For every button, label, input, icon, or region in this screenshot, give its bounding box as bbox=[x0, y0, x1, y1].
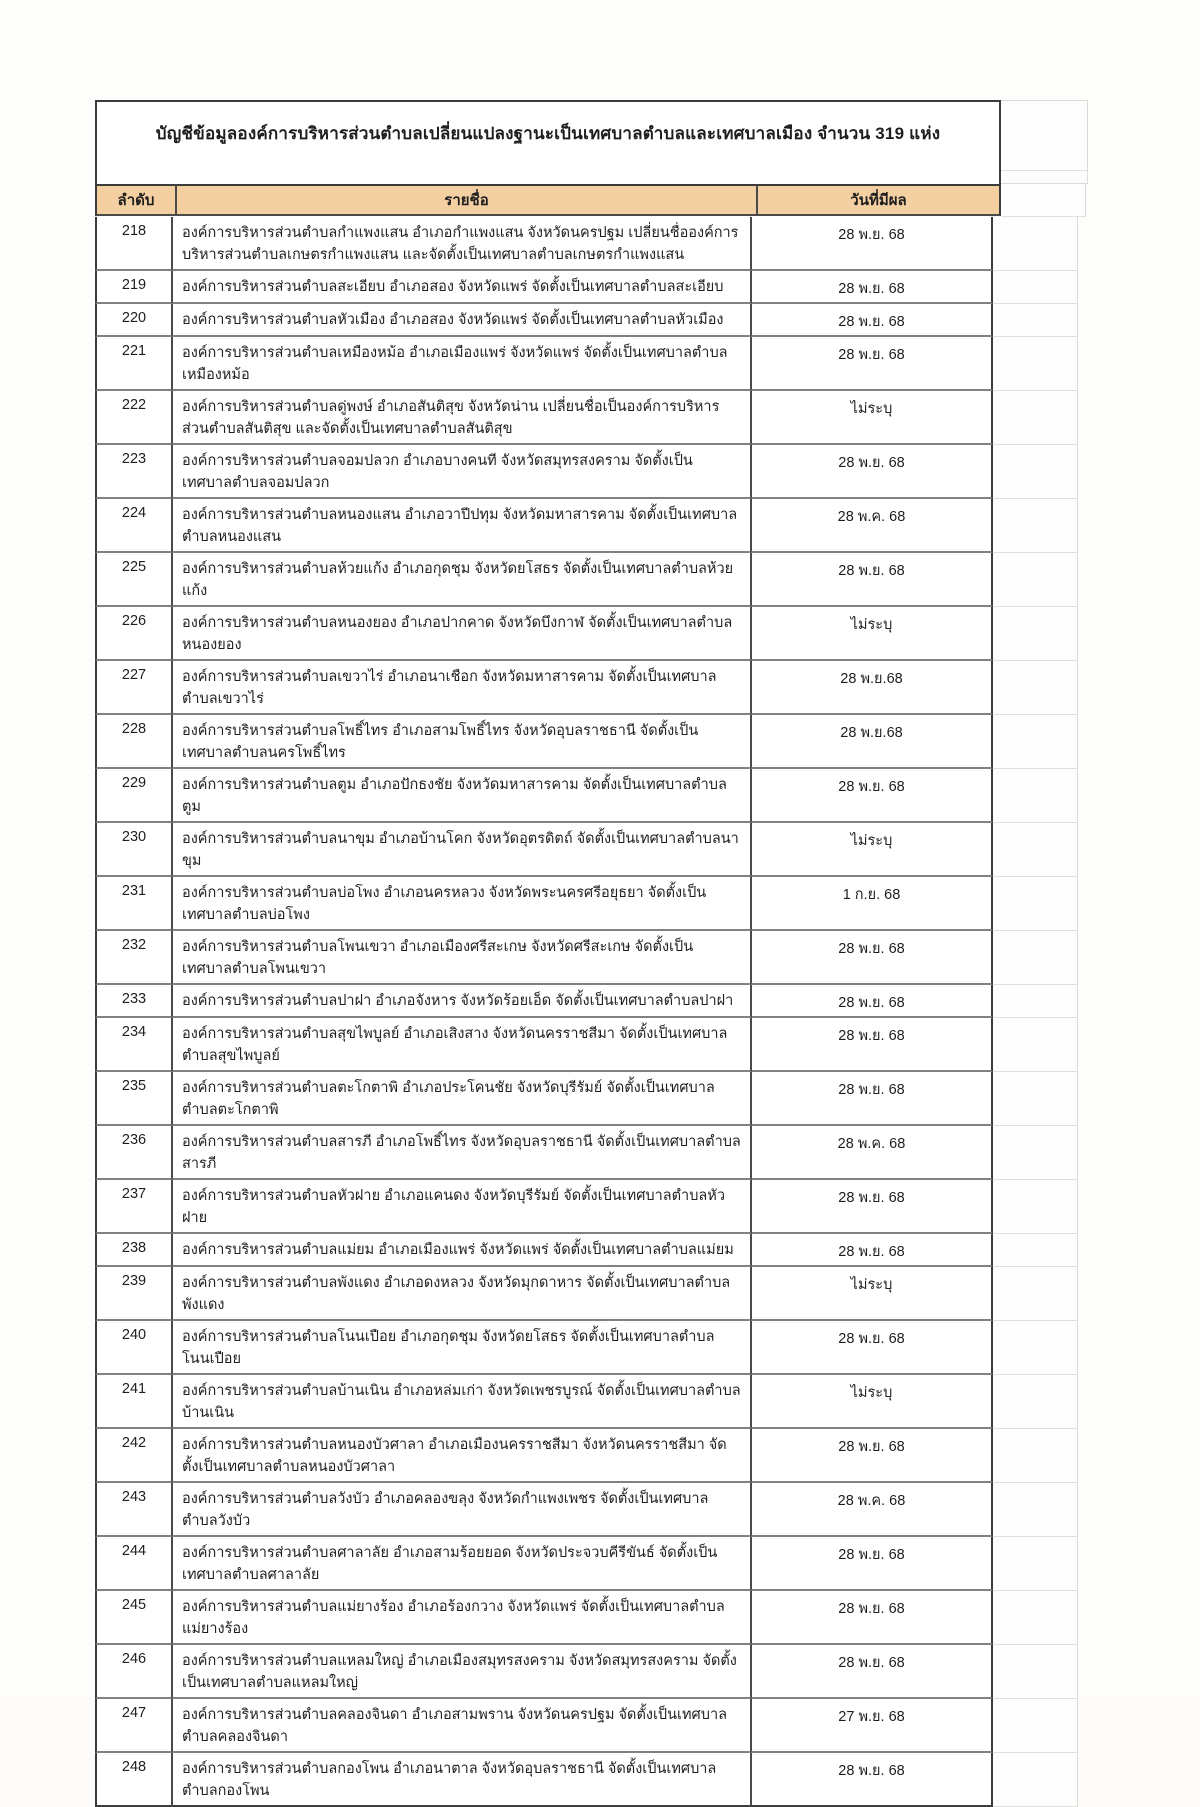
row-name-cell: องค์การบริหารส่วนตำบลบ่อโพง อำเภอนครหลวง จังหวัดพระนครศรีอยุธยา จัดตั้งเป็นเทศบาลตำบลบ่อโพง bbox=[173, 877, 752, 931]
margin-ghost-cell bbox=[993, 769, 1078, 823]
row-number-cell: 230 bbox=[95, 823, 173, 877]
margin-ghost-cell bbox=[993, 1645, 1078, 1699]
table-row bbox=[95, 1321, 1095, 1375]
row-number-cell: 225 bbox=[95, 553, 173, 607]
row-name-cell: องค์การบริหารส่วนตำบลพังแดง อำเภอดงหลวง จังหวัดมุกดาหาร จัดตั้งเป็นเทศบาลตำบลพังแดง bbox=[173, 1267, 752, 1321]
column-header-date: วันที่มีผล bbox=[758, 184, 1001, 216]
row-number-cell: 244 bbox=[95, 1537, 173, 1591]
row-date-cell: 28 พ.ย. 68 bbox=[752, 337, 993, 391]
table-row bbox=[95, 1645, 1095, 1699]
row-number-cell: 243 bbox=[95, 1483, 173, 1537]
margin-ghost-cell bbox=[993, 985, 1078, 1018]
table-row bbox=[95, 1699, 1095, 1753]
margin-ghost-cell bbox=[993, 715, 1078, 769]
margin-ghost-cell bbox=[993, 304, 1078, 337]
row-date-cell: 28 พ.ค. 68 bbox=[752, 1126, 993, 1180]
row-name-cell: องค์การบริหารส่วนตำบลสะเอียบ อำเภอสอง จังหวัดแพร่ จัดตั้งเป็นเทศบาลตำบลสะเอียบ bbox=[173, 271, 752, 304]
row-date-cell: 28 พ.ย. 68 bbox=[752, 553, 993, 607]
table-row bbox=[95, 1018, 1095, 1072]
row-name-cell: องค์การบริหารส่วนตำบลดู่พงษ์ อำเภอสันติสุข จังหวัดน่าน เปลี่ยนชื่อเป็นองค์การบริหารส่วนตำบลสันติสุข และจัดตั้งเป็นเทศบาลตำบลสันติสุข bbox=[173, 391, 752, 445]
column-header-no: ลำดับ bbox=[95, 184, 177, 216]
row-number-cell: 221 bbox=[95, 337, 173, 391]
margin-ghost-cell bbox=[993, 1483, 1078, 1537]
table-row bbox=[95, 271, 1095, 304]
margin-ghost-cell bbox=[993, 931, 1078, 985]
row-number-cell: 239 bbox=[95, 1267, 173, 1321]
row-name-cell: องค์การบริหารส่วนตำบลหัวเมือง อำเภอสอง จังหวัดแพร่ จัดตั้งเป็นเทศบาลตำบลหัวเมือง bbox=[173, 304, 752, 337]
row-date-cell: ไม่ระบุ bbox=[752, 391, 993, 445]
table-row bbox=[95, 823, 1095, 877]
row-date-cell: 1 ก.ย. 68 bbox=[752, 877, 993, 931]
row-date-cell: 28 พ.ค. 68 bbox=[752, 1483, 993, 1537]
row-name-cell: องค์การบริหารส่วนตำบลหัวฝาย อำเภอแคนดง จังหวัดบุรีรัมย์ จัดตั้งเป็นเทศบาลตำบลหัวฝาย bbox=[173, 1180, 752, 1234]
row-name-cell: องค์การบริหารส่วนตำบลคลองจินดา อำเภอสามพราน จังหวัดนครปฐม จัดตั้งเป็นเทศบาลตำบลคลองจินดา bbox=[173, 1699, 752, 1753]
row-name-cell: องค์การบริหารส่วนตำบลตูม อำเภอปักธงชัย จังหวัดมหาสารคาม จัดตั้งเป็นเทศบาลตำบลตูม bbox=[173, 769, 752, 823]
row-number-cell: 223 bbox=[95, 445, 173, 499]
margin-ghost-cell bbox=[993, 445, 1078, 499]
row-date-cell: 28 พ.ย. 68 bbox=[752, 271, 993, 304]
row-number-cell: 220 bbox=[95, 304, 173, 337]
row-date-cell: 28 พ.ย. 68 bbox=[752, 217, 993, 271]
row-name-cell: องค์การบริหารส่วนตำบลหนองบัวศาลา อำเภอเมืองนครราชสีมา จังหวัดนครราชสีมา จัดตั้งเป็นเทศบาลตำบลหนองบัวศาลา bbox=[173, 1429, 752, 1483]
margin-ghost-cell bbox=[993, 661, 1078, 715]
table-row bbox=[95, 931, 1095, 985]
margin-ghost-cell bbox=[993, 337, 1078, 391]
row-number-cell: 246 bbox=[95, 1645, 173, 1699]
row-name-cell: องค์การบริหารส่วนตำบลโพธิ์ไทร อำเภอสามโพธิ์ไทร จังหวัดอุบลราชธานี จัดตั้งเป็นเทศบาลตำบลนครโพธิ์ไทร bbox=[173, 715, 752, 769]
table-row bbox=[95, 607, 1095, 661]
table-row bbox=[95, 661, 1095, 715]
margin-ghost-cell bbox=[993, 1321, 1078, 1375]
margin-ghost-cell bbox=[993, 1429, 1078, 1483]
title-row bbox=[95, 100, 1095, 184]
margin-ghost-cell bbox=[993, 877, 1078, 931]
table-row bbox=[95, 1375, 1095, 1429]
row-date-cell: 28 พ.ย. 68 bbox=[752, 769, 993, 823]
row-name-cell: องค์การบริหารส่วนตำบลโนนเปือย อำเภอกุดชุม จังหวัดยโสธร จัดตั้งเป็นเทศบาลตำบลโนนเปือย bbox=[173, 1321, 752, 1375]
table-row bbox=[95, 877, 1095, 931]
table-header-row bbox=[95, 184, 1095, 217]
margin-ghost-cell bbox=[993, 823, 1078, 877]
row-date-cell: 28 พ.ย. 68 bbox=[752, 985, 993, 1018]
table-row bbox=[95, 1591, 1095, 1645]
row-name-cell: องค์การบริหารส่วนตำบลห้วยแก้ง อำเภอกุดชุม จังหวัดยโสธร จัดตั้งเป็นเทศบาลตำบลห้วยแก้ง bbox=[173, 553, 752, 607]
row-number-cell: 234 bbox=[95, 1018, 173, 1072]
upgrade-list-table bbox=[95, 100, 1095, 1807]
margin-ghost-cell bbox=[993, 1180, 1078, 1234]
row-name-cell: องค์การบริหารส่วนตำบลปาฝา อำเภอจังหาร จังหวัดร้อยเอ็ด จัดตั้งเป็นเทศบาลตำบลปาฝา bbox=[173, 985, 752, 1018]
row-date-cell: ไม่ระบุ bbox=[752, 823, 993, 877]
row-date-cell: 28 พ.ย. 68 bbox=[752, 1753, 993, 1807]
row-number-cell: 228 bbox=[95, 715, 173, 769]
row-name-cell: องค์การบริหารส่วนตำบลศาลาลัย อำเภอสามร้อยยอด จังหวัดประจวบคีรีขันธ์ จัดตั้งเป็นเทศบาลตำบลศาลาลัย bbox=[173, 1537, 752, 1591]
row-number-cell: 245 bbox=[95, 1591, 173, 1645]
row-name-cell: องค์การบริหารส่วนตำบลเขวาไร่ อำเภอนาเชือก จังหวัดมหาสารคาม จัดตั้งเป็นเทศบาลตำบลเขวาไร่ bbox=[173, 661, 752, 715]
table-row bbox=[95, 1429, 1095, 1483]
table-row bbox=[95, 1234, 1095, 1267]
row-date-cell: ไม่ระบุ bbox=[752, 1267, 993, 1321]
row-date-cell: 27 พ.ย. 68 bbox=[752, 1699, 993, 1753]
row-date-cell: 28 พ.ย. 68 bbox=[752, 445, 993, 499]
row-number-cell: 237 bbox=[95, 1180, 173, 1234]
row-number-cell: 247 bbox=[95, 1699, 173, 1753]
margin-ghost-cell bbox=[993, 1537, 1078, 1591]
row-date-cell: 28 พ.ย. 68 bbox=[752, 1234, 993, 1267]
row-name-cell: องค์การบริหารส่วนตำบลสารภี อำเภอโพธิ์ไทร จังหวัดอุบลราชธานี จัดตั้งเป็นเทศบาลตำบลสารภี bbox=[173, 1126, 752, 1180]
row-date-cell: 28 พ.ย. 68 bbox=[752, 1537, 993, 1591]
row-name-cell: องค์การบริหารส่วนตำบลโพนเขวา อำเภอเมืองศรีสะเกษ จังหวัดศรีสะเกษ จัดตั้งเป็นเทศบาลตำบลโพนเขวา bbox=[173, 931, 752, 985]
row-number-cell: 229 bbox=[95, 769, 173, 823]
page-title: บัญชีข้อมูลองค์การบริหารส่วนตำบลเปลี่ยนแปลงฐานะเป็นเทศบาลตำบลและเทศบาลเมือง จำนวน 319 แห่ง bbox=[95, 100, 1001, 184]
margin-ghost-cell bbox=[993, 217, 1078, 271]
margin-ghost-cell bbox=[993, 1699, 1078, 1753]
row-number-cell: 233 bbox=[95, 985, 173, 1018]
row-date-cell: 28 พ.ย. 68 bbox=[752, 304, 993, 337]
margin-ghost-cell bbox=[993, 1234, 1078, 1267]
margin-ghost-cell bbox=[993, 1126, 1078, 1180]
margin-ghost-cell bbox=[993, 1267, 1078, 1321]
table-row bbox=[95, 217, 1095, 271]
row-date-cell: 28 พ.ย. 68 bbox=[752, 1180, 993, 1234]
table-row bbox=[95, 337, 1095, 391]
row-number-cell: 227 bbox=[95, 661, 173, 715]
row-number-cell: 226 bbox=[95, 607, 173, 661]
row-name-cell: องค์การบริหารส่วนตำบลตะโกตาพิ อำเภอประโคนชัย จังหวัดบุรีรัมย์ จัดตั้งเป็นเทศบาลตำบลตะโกตาพิ bbox=[173, 1072, 752, 1126]
row-number-cell: 232 bbox=[95, 931, 173, 985]
row-name-cell: องค์การบริหารส่วนตำบลแหลมใหญ่ อำเภอเมืองสมุทรสงคราม จังหวัดสมุทรสงคราม จัดตั้งเป็นเทศบาลตำบลแหลมใหญ่ bbox=[173, 1645, 752, 1699]
row-name-cell: องค์การบริหารส่วนตำบลกองโพน อำเภอนาตาล จังหวัดอุบลราชธานี จัดตั้งเป็นเทศบาลตำบลกองโพน bbox=[173, 1753, 752, 1807]
table-row bbox=[95, 1267, 1095, 1321]
margin-ghost-cell bbox=[993, 1072, 1078, 1126]
table-row bbox=[95, 1483, 1095, 1537]
margin-ghost-cell bbox=[993, 391, 1078, 445]
row-date-cell: 28 พ.ย. 68 bbox=[752, 1072, 993, 1126]
margin-ghost-cell bbox=[993, 1375, 1078, 1429]
margin-ghost-cell bbox=[993, 607, 1078, 661]
row-date-cell: 28 พ.ย. 68 bbox=[752, 1591, 993, 1645]
table-body bbox=[95, 217, 1095, 1807]
row-date-cell: 28 พ.ย. 68 bbox=[752, 1429, 993, 1483]
table-row bbox=[95, 1126, 1095, 1180]
table-row bbox=[95, 769, 1095, 823]
row-name-cell: องค์การบริหารส่วนตำบลแม่ยางร้อง อำเภอร้องกวาง จังหวัดแพร่ จัดตั้งเป็นเทศบาลตำบลแม่ยางร้อง bbox=[173, 1591, 752, 1645]
row-number-cell: 224 bbox=[95, 499, 173, 553]
table-row bbox=[95, 553, 1095, 607]
row-number-cell: 248 bbox=[95, 1753, 173, 1807]
margin-ghost-cell bbox=[993, 1753, 1078, 1807]
row-number-cell: 218 bbox=[95, 217, 173, 271]
row-date-cell: 28 พ.ย.68 bbox=[752, 661, 993, 715]
row-number-cell: 238 bbox=[95, 1234, 173, 1267]
row-name-cell: องค์การบริหารส่วนตำบลหนองแสน อำเภอวาปีปทุม จังหวัดมหาสารคาม จัดตั้งเป็นเทศบาลตำบลหนองแสน bbox=[173, 499, 752, 553]
row-name-cell: องค์การบริหารส่วนตำบลบ้านเนิน อำเภอหล่มเก่า จังหวัดเพชรบูรณ์ จัดตั้งเป็นเทศบาลตำบลบ้านเนิน bbox=[173, 1375, 752, 1429]
margin-ghost-cell bbox=[993, 499, 1078, 553]
row-name-cell: องค์การบริหารส่วนตำบลแม่ยม อำเภอเมืองแพร่ จังหวัดแพร่ จัดตั้งเป็นเทศบาลตำบลแม่ยม bbox=[173, 1234, 752, 1267]
table-row bbox=[95, 1537, 1095, 1591]
row-number-cell: 231 bbox=[95, 877, 173, 931]
row-date-cell: 28 พ.ย. 68 bbox=[752, 1018, 993, 1072]
table-row bbox=[95, 1180, 1095, 1234]
table-row bbox=[95, 1072, 1095, 1126]
margin-ghost-cell bbox=[993, 553, 1078, 607]
row-date-cell: 28 พ.ค. 68 bbox=[752, 499, 993, 553]
row-date-cell: ไม่ระบุ bbox=[752, 607, 993, 661]
margin-ghost-cell bbox=[993, 1591, 1078, 1645]
row-number-cell: 242 bbox=[95, 1429, 173, 1483]
row-name-cell: องค์การบริหารส่วนตำบลสุขไพบูลย์ อำเภอเสิงสาง จังหวัดนครราชสีมา จัดตั้งเป็นเทศบาลตำบลสุขไพบูลย์ bbox=[173, 1018, 752, 1072]
row-name-cell: องค์การบริหารส่วนตำบลเหมืองหม้อ อำเภอเมืองแพร่ จังหวัดแพร่ จัดตั้งเป็นเทศบาลตำบลเหมืองหม้อ bbox=[173, 337, 752, 391]
row-date-cell: 28 พ.ย. 68 bbox=[752, 1321, 993, 1375]
row-name-cell: องค์การบริหารส่วนตำบลนาขุม อำเภอบ้านโคก จังหวัดอุตรดิตถ์ จัดตั้งเป็นเทศบาลตำบลนาขุม bbox=[173, 823, 752, 877]
row-date-cell: 28 พ.ย. 68 bbox=[752, 931, 993, 985]
table-row bbox=[95, 985, 1095, 1018]
table-row bbox=[95, 499, 1095, 553]
table-row bbox=[95, 715, 1095, 769]
table-row bbox=[95, 304, 1095, 337]
row-name-cell: องค์การบริหารส่วนตำบลวังบัว อำเภอคลองขลุง จังหวัดกำแพงเพชร จัดตั้งเป็นเทศบาลตำบลวังบัว bbox=[173, 1483, 752, 1537]
row-date-cell: 28 พ.ย.68 bbox=[752, 715, 993, 769]
row-number-cell: 235 bbox=[95, 1072, 173, 1126]
row-date-cell: 28 พ.ย. 68 bbox=[752, 1645, 993, 1699]
row-number-cell: 240 bbox=[95, 1321, 173, 1375]
column-header-name: รายชื่อ bbox=[177, 184, 758, 216]
row-number-cell: 241 bbox=[95, 1375, 173, 1429]
row-name-cell: องค์การบริหารส่วนตำบลจอมปลวก อำเภอบางคนที จังหวัดสมุทรสงคราม จัดตั้งเป็นเทศบาลตำบลจอมปลวก bbox=[173, 445, 752, 499]
table-row bbox=[95, 445, 1095, 499]
table-row bbox=[95, 1753, 1095, 1807]
margin-ghost-cell bbox=[1001, 184, 1086, 217]
table-row bbox=[95, 391, 1095, 445]
row-name-cell: องค์การบริหารส่วนตำบลหนองยอง อำเภอปากคาด จังหวัดบึงกาฬ จัดตั้งเป็นเทศบาลตำบลหนองยอง bbox=[173, 607, 752, 661]
row-name-cell: องค์การบริหารส่วนตำบลกำแพงแสน อำเภอกำแพงแสน จังหวัดนครปฐม เปลี่ยนชื่อองค์การบริหารส่วนตำบลเกษตรกำแพงแสน และจัดตั้งเป็นเทศบาลตำบลเกษตรกำแพงแสน bbox=[173, 217, 752, 271]
row-number-cell: 219 bbox=[95, 271, 173, 304]
margin-ghost-cell bbox=[1001, 100, 1088, 184]
row-number-cell: 222 bbox=[95, 391, 173, 445]
row-number-cell: 236 bbox=[95, 1126, 173, 1180]
margin-ghost-cell bbox=[993, 271, 1078, 304]
margin-ghost-cell bbox=[993, 1018, 1078, 1072]
row-date-cell: ไม่ระบุ bbox=[752, 1375, 993, 1429]
